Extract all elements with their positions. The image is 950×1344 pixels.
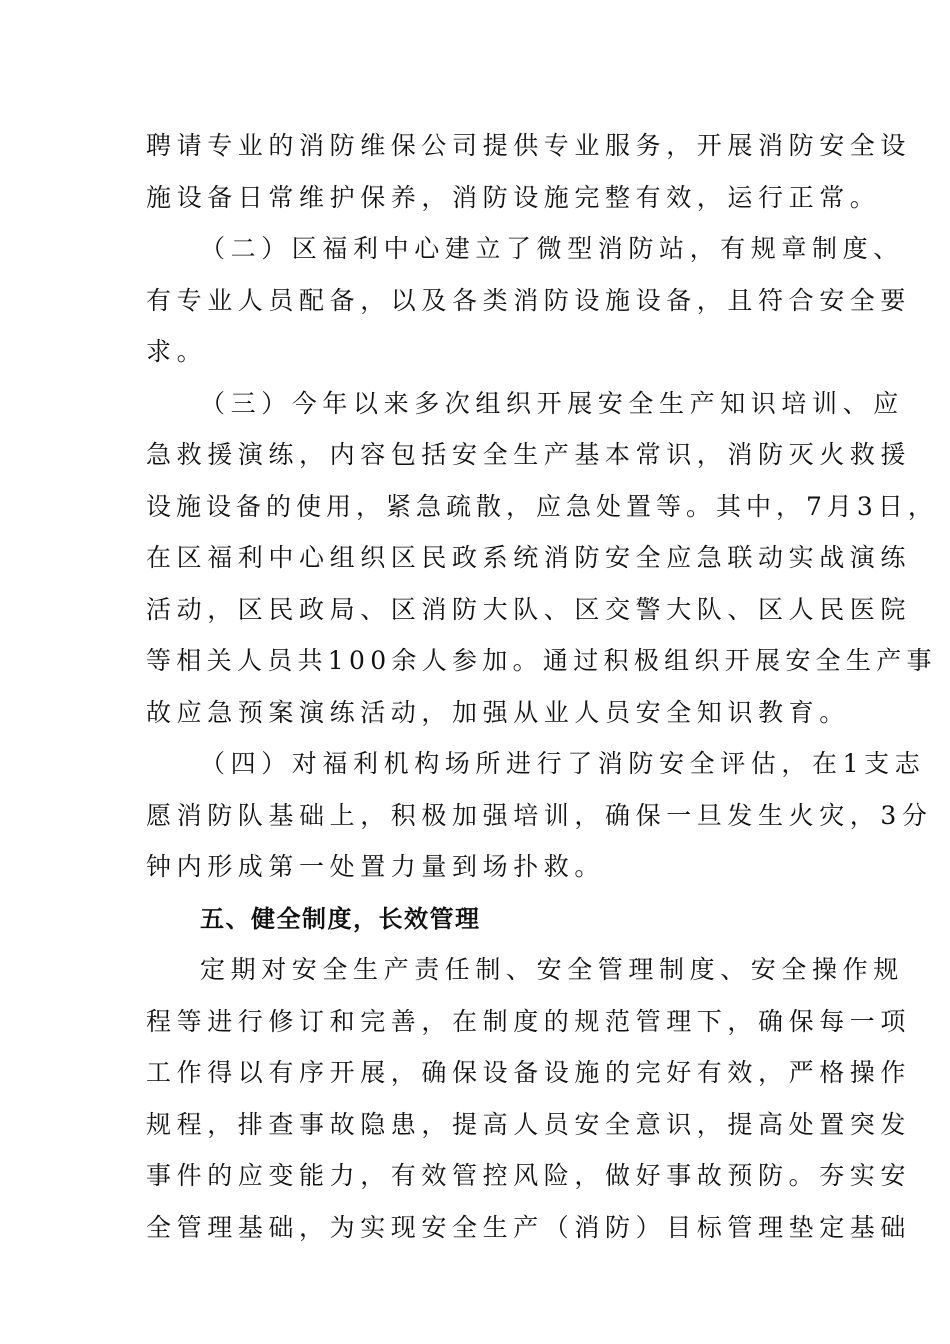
paragraph-5-start: 定期对安全生产责任制、安全管理制度、安全操作规: [200, 955, 904, 984]
text-line-22: 全管理基础，为实现安全生产（消防）目标管理垫定基础: [146, 1213, 912, 1242]
section-heading: 五、健全制度，长效管理: [200, 905, 481, 933]
text-line-9: 在区福利中心组织区民政系统消防安全应急联动实战演练: [146, 543, 912, 572]
text-line-15: 钟内形成第一处置力量到场扑救。: [146, 852, 606, 881]
text-line-18: 程等进行修订和完善，在制度的规范管理下，确保每一项: [146, 1007, 912, 1036]
text-line-19: 工作得以有序开展，确保设备设施的完好有效，严格操作: [146, 1058, 912, 1087]
paragraph-4-start: （四）对福利机构场所进行了消防安全评估，在1支志: [200, 749, 926, 778]
text-line-4: 有专业人员配备，以及各类消防设施设备，且符合安全要: [146, 286, 912, 315]
text-line-10: 活动，区民政局、区消防大队、区交警大队、区人民医院: [146, 595, 912, 624]
text-line-2: 施设备日常维护保养，消防设施完整有效，运行正常。: [146, 183, 881, 212]
text-line-8: 设施设备的使用，紧急疏散，应急处置等。其中，7月3日，: [146, 492, 938, 521]
text-line-21: 事件的应变能力，有效管控风险，做好事故预防。夯实安: [146, 1161, 912, 1190]
text-line-11: 等相关人员共100余人参加。通过积极组织开展安全生产事: [146, 646, 937, 675]
text-line-7: 急救援演练，内容包括安全生产基本常识，消防灭火救援: [146, 440, 912, 469]
text-line-1: 聘请专业的消防维保公司提供专业服务，开展消防安全设: [146, 131, 912, 160]
paragraph-3-start: （三）今年以来多次组织开展安全生产知识培训、应: [200, 389, 904, 418]
text-line-12: 故应急预案演练活动，加强从业人员安全知识教育。: [146, 698, 850, 727]
paragraph-2-start: （二）区福利中心建立了微型消防站，有规章制度、: [200, 234, 904, 263]
text-line-20: 规程，排查事故隐患，提高人员安全意识，提高处置突发: [146, 1110, 912, 1139]
text-line-5: 求。: [146, 337, 208, 366]
text-line-14: 愿消防队基础上，积极加强培训，确保一旦发生火灾，3分: [146, 801, 933, 830]
